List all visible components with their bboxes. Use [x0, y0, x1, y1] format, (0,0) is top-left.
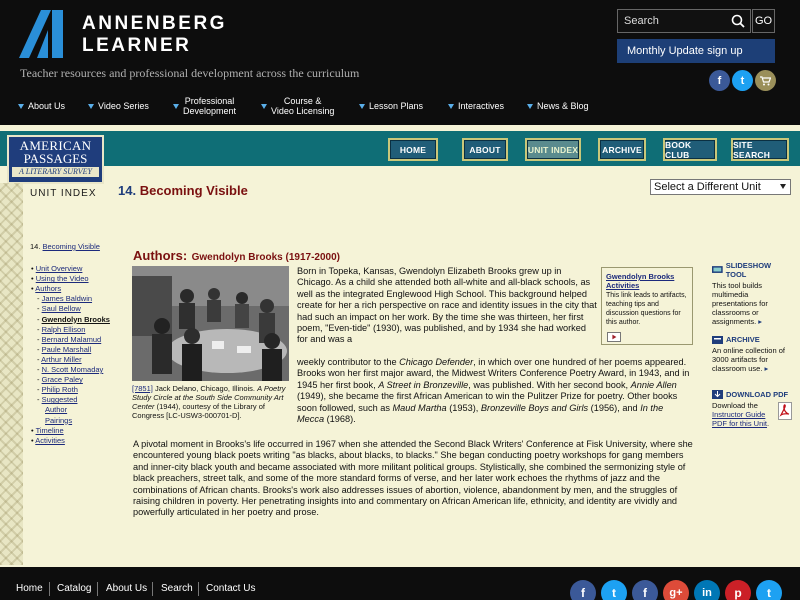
- left-nav-item[interactable]: [37, 304, 81, 313]
- annenberg-logo-icon[interactable]: [19, 10, 69, 58]
- poetry-circle-photo[interactable]: [132, 266, 289, 381]
- arrow-right-icon[interactable]: ▸: [764, 364, 769, 373]
- left-nav-item[interactable]: [37, 335, 101, 344]
- footer-link-catalog[interactable]: Catalog: [57, 583, 92, 594]
- footer-divider: [49, 582, 50, 596]
- left-nav-item[interactable]: [37, 365, 103, 374]
- nav-video-series[interactable]: Video Series: [88, 101, 149, 111]
- left-nav-link[interactable]: Unit Overview: [35, 264, 83, 273]
- left-nav-link[interactable]: Authors: [35, 284, 62, 294]
- activities-description: This link leads to artifacts, teaching tips and discussion questions for this author.: [606, 292, 687, 326]
- left-nav-link[interactable]: Pairings: [45, 415, 73, 425]
- unit-index-label: UNIT INDEX: [30, 188, 97, 199]
- bullet: -: [37, 395, 42, 405]
- unit-select[interactable]: Select a Different Unit: [650, 179, 791, 195]
- tab-home[interactable]: HOME: [388, 138, 438, 161]
- facebook-icon[interactable]: f: [570, 580, 596, 600]
- bullet: -: [37, 334, 42, 344]
- bullet: -: [37, 324, 42, 334]
- brand-name[interactable]: [82, 13, 227, 57]
- left-nav-item[interactable]: [31, 426, 64, 435]
- bullet: •: [31, 284, 36, 294]
- left-nav-link[interactable]: Author: [45, 405, 68, 415]
- left-nav-item[interactable]: [37, 325, 85, 334]
- left-nav-link[interactable]: Arthur Miller: [41, 354, 82, 364]
- activities-box: [601, 267, 693, 345]
- left-nav-link[interactable]: Grace Paley: [41, 375, 83, 385]
- twitter-icon[interactable]: t: [732, 70, 753, 91]
- download-icon: [712, 390, 723, 399]
- chevron-down-icon: [780, 184, 786, 189]
- nav-course-licensing[interactable]: Course & Video Licensing: [261, 92, 334, 120]
- left-nav-item[interactable]: [37, 294, 92, 303]
- search-box: [617, 9, 751, 33]
- nav-interactives[interactable]: Interactives: [448, 101, 504, 111]
- archive-title[interactable]: ARCHIVE: [726, 335, 760, 344]
- search-input[interactable]: [618, 10, 726, 32]
- bullet: -: [37, 375, 42, 385]
- tab-archive[interactable]: ARCHIVE: [598, 138, 646, 161]
- brand-line-1: ANNENBERG: [82, 13, 227, 34]
- arrow-right-icon[interactable]: ▸: [758, 317, 763, 326]
- nav-lesson-plans[interactable]: Lesson Plans: [359, 101, 423, 111]
- chevron-down-icon: [173, 104, 179, 109]
- left-nav-item[interactable]: [45, 416, 72, 425]
- tab-about[interactable]: ABOUT: [462, 138, 508, 161]
- chevron-down-icon: [88, 104, 94, 109]
- left-nav-link[interactable]: James Baldwin: [41, 294, 93, 304]
- linkedin-icon[interactable]: in: [694, 580, 720, 600]
- chevron-down-icon: [448, 104, 454, 109]
- left-nav-link[interactable]: Suggested: [41, 395, 78, 405]
- chevron-down-icon: [527, 104, 533, 109]
- left-nav-item[interactable]: [37, 355, 82, 364]
- tagline: Teacher resources and professional development across the curriculum: [20, 66, 360, 80]
- left-nav-item[interactable]: [37, 315, 110, 324]
- site-header: [0, 0, 800, 125]
- tab-unit-index[interactable]: UNIT INDEX: [525, 138, 581, 161]
- bio-paragraph-1-continued: weekly contributor to the Chicago Defender, in which over one hundred of her poems appeared. Brooks won her first major award, the Midwest Writers Conference Poetry Award, in 1943, and in 1945 her first book, A Street in Bronzeville, was published. With her second book, Annie Allen (1949), she became the first African American to win the Pulitzer Prize for poetry. Other books soon followed, such as Maud Martha (1953), Bronzeville Boys and Girls (1956), and In the Mecca (1968).: [297, 357, 690, 425]
- left-nav-link[interactable]: Timeline: [35, 425, 64, 435]
- bullet: •: [31, 425, 36, 435]
- pinterest-icon[interactable]: p: [725, 580, 751, 600]
- footer-link-about-us[interactable]: About Us: [106, 583, 148, 594]
- play-icon[interactable]: [607, 332, 621, 342]
- download-pdf-panel: DOWNLOAD PDF Download the Instructor Guide PDF for this Unit.: [712, 390, 792, 428]
- bullet: -: [37, 304, 42, 314]
- unit-number: 14.: [30, 242, 43, 251]
- left-nav-link[interactable]: Gwendolyn Brooks: [41, 314, 110, 324]
- american-passages-logo[interactable]: AMERICAN PASSAGES A LITERARY SURVEY: [7, 135, 104, 184]
- archive-icon: [712, 335, 723, 344]
- tab-book-club[interactable]: BOOK CLUB: [663, 138, 717, 161]
- tab-site-search[interactable]: SITE SEARCH: [731, 138, 789, 161]
- pdf-icon[interactable]: [778, 402, 792, 420]
- left-nav-item[interactable]: [31, 436, 65, 445]
- archive-panel: ARCHIVE An online collection of 3000 artifacts for classroom use. ▸: [712, 335, 785, 373]
- left-nav-link[interactable]: Philip Roth: [41, 385, 78, 395]
- bullet: -: [37, 294, 42, 304]
- bullet: -: [37, 344, 42, 354]
- footer-divider: [198, 582, 199, 596]
- bullet: -: [37, 314, 42, 324]
- bullet: •: [31, 264, 36, 273]
- left-nav-link[interactable]: Paule Marshall: [41, 344, 92, 354]
- decorative-border: [0, 183, 23, 565]
- facebook-icon[interactable]: f: [632, 580, 658, 600]
- left-nav-item[interactable]: [37, 385, 78, 394]
- chevron-down-icon: [359, 104, 365, 109]
- facebook-icon[interactable]: f: [709, 70, 730, 91]
- footer-link-search[interactable]: Search: [161, 583, 193, 594]
- left-nav-item[interactable]: [31, 284, 61, 293]
- slideshow-icon: [712, 266, 723, 275]
- footer-link-home[interactable]: Home: [16, 583, 43, 594]
- activities-link[interactable]: Gwendolyn Brooks Activities: [606, 272, 675, 290]
- caption-id-link[interactable]: [7851]: [132, 384, 153, 393]
- photo-caption: [7851] Jack Delano, Chicago, Illinois. A Poetry Study Circle at the South Side Community Art Center (1944), courtesy of the Library of Congress [LC-USW3-000701-D].: [132, 384, 286, 420]
- bullet: •: [31, 435, 36, 445]
- left-nav-link[interactable]: Using the Video: [35, 274, 89, 284]
- left-nav-link[interactable]: N. Scott Momaday: [41, 365, 104, 374]
- left-nav-link[interactable]: Saul Bellow: [41, 304, 81, 314]
- chevron-down-icon: [18, 104, 24, 109]
- page-title: Authors: Gwendolyn Brooks (1917-2000): [133, 248, 341, 263]
- nav-news-blog[interactable]: News & Blog: [527, 101, 589, 111]
- left-nav-item[interactable]: [45, 405, 67, 414]
- slideshow-tool-panel: SLIDESHOW TOOL This tool builds multimedia presentations for classrooms or assignments. ▸: [712, 261, 792, 326]
- bullet: •: [31, 274, 36, 284]
- cart-icon[interactable]: [755, 70, 776, 91]
- footer-divider: [97, 582, 98, 596]
- left-nav-link[interactable]: Ralph Ellison: [41, 324, 86, 334]
- left-nav-link[interactable]: Bernard Malamud: [41, 334, 102, 344]
- go-button[interactable]: GO: [752, 9, 775, 33]
- instructor-guide-link[interactable]: Instructor Guide PDF for this Unit: [712, 410, 768, 428]
- twitter-icon[interactable]: t: [756, 580, 782, 600]
- slideshow-title[interactable]: SLIDESHOW TOOL: [725, 261, 772, 279]
- footer-link-contact-us[interactable]: Contact Us: [206, 583, 256, 594]
- left-nav-unit: [30, 242, 100, 251]
- search-icon[interactable]: [730, 13, 746, 29]
- chevron-down-icon: [261, 104, 267, 109]
- left-nav-item[interactable]: [37, 395, 77, 404]
- footer-divider: [152, 582, 153, 596]
- bio-paragraph-1: Born in Topeka, Kansas, Gwendolyn Elizabeth Brooks grew up in Chicago. As a child she attended both all-white and all-black schools, as well as the integrated Englewood High School. This background helped create for her a rich perspective on race and identity issues in the city that had such an impact on her work. By the time she was thirteen, her first poem, "Even-tide" (1930), was published, and by 1934 she had worked for and was a: [297, 266, 597, 345]
- main-nav: [0, 92, 620, 122]
- download-title[interactable]: DOWNLOAD PDF: [726, 390, 789, 399]
- left-nav-unit-link[interactable]: Becoming Visible: [42, 242, 100, 251]
- left-nav-item[interactable]: [31, 274, 89, 283]
- bullet: -: [37, 385, 42, 395]
- left-nav-item[interactable]: [31, 264, 82, 273]
- left-nav-item[interactable]: [37, 375, 83, 384]
- bullet: -: [37, 365, 42, 374]
- unit-title: 14. Becoming Visible: [118, 183, 248, 198]
- brand-line-2: LEARNER: [82, 35, 192, 56]
- google-plus-icon[interactable]: g+: [663, 580, 689, 600]
- left-nav-link[interactable]: Activities: [35, 435, 65, 445]
- nav-professional-development[interactable]: Professional Development: [173, 92, 236, 120]
- bio-paragraph-2: A pivotal moment in Brooks's life occurred in 1967 when she attended the Second Black Writers' Conference at Fisk University, where she encountered young black poets writing "as blacks, about blacks, to blacks." She began conducting poetry workshops for gang members and inner-city black youth and became associated with more militant political groups. Stylistically, she combined the sermonizing style of black preachers, street talk, and some of the more standard forms of verse, and her later work echoes the rhythms of jazz and the combinations of African chants. Brooks's work also addresses issues of abortion, violence, abandonment by men, and the struggles of raising children in poverty. Her penetrating insights into and commentary on African American life, ethnicity, and identity are vividly and powerfully articulated in her poetry and prose.: [133, 439, 693, 518]
- bullet: -: [37, 354, 42, 364]
- twitter-icon[interactable]: t: [601, 580, 627, 600]
- monthly-update-button[interactable]: Monthly Update sign up: [617, 39, 775, 63]
- left-nav-item[interactable]: [37, 345, 91, 354]
- nav-about-us[interactable]: About Us: [18, 101, 65, 111]
